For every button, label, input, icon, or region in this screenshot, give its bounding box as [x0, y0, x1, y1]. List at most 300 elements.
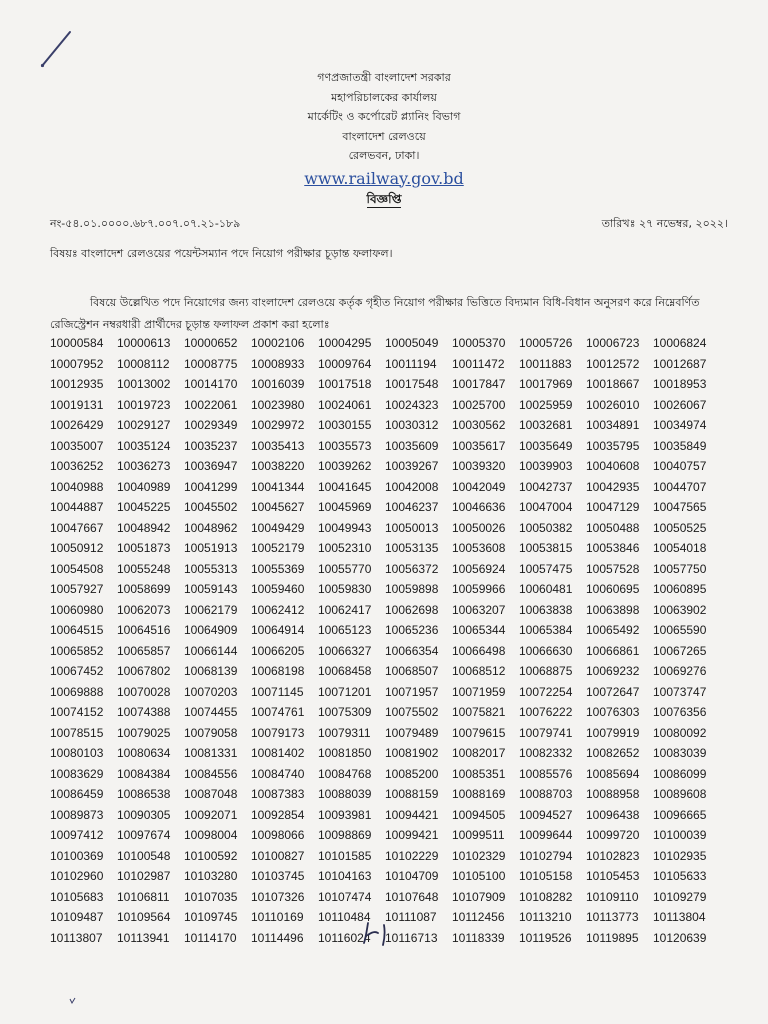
table-row: [50, 764, 720, 785]
registration-number: 10009764: [318, 356, 372, 371]
registration-number: 10098066: [251, 828, 305, 843]
table-row: [50, 518, 720, 539]
registration-number: 10103280: [184, 869, 238, 884]
registration-number: 10062179: [184, 602, 238, 617]
registration-number: 10025959: [519, 397, 573, 412]
table-row: [50, 559, 720, 580]
table-row: [50, 641, 720, 662]
registration-number: 10087383: [251, 787, 305, 802]
registration-number: 10083039: [653, 746, 707, 761]
registration-number: 10074761: [251, 705, 305, 720]
registration-number: 10042935: [586, 479, 640, 494]
registration-number: 10016039: [251, 377, 305, 392]
registration-number: 10060481: [519, 582, 573, 597]
registration-number: 10096438: [586, 807, 640, 822]
registration-number: 10102229: [385, 848, 439, 863]
registration-number: 10050912: [50, 541, 104, 556]
table-row: [50, 825, 720, 846]
registration-number: 10065590: [653, 623, 707, 638]
table-row: [50, 723, 720, 744]
registration-number: 10090305: [117, 807, 171, 822]
registration-number: 10066205: [251, 643, 305, 658]
registration-number: 10040757: [653, 459, 707, 474]
registration-number: 10035849: [653, 438, 707, 453]
table-row: [50, 354, 720, 375]
registration-number: 10035007: [50, 438, 104, 453]
table-row: [50, 477, 720, 498]
table-row: [50, 682, 720, 703]
registration-number: 10055313: [184, 561, 238, 576]
registration-number: 10068875: [519, 664, 573, 679]
registration-number: 10110484: [318, 910, 371, 925]
registration-number: 10029972: [251, 418, 305, 433]
registration-number: 10005049: [385, 336, 439, 351]
table-row: [50, 497, 720, 518]
registration-number: 10065852: [50, 643, 104, 658]
registration-number: 10066498: [452, 643, 506, 658]
registration-number: 10093981: [318, 807, 372, 822]
table-row: [50, 846, 720, 867]
registration-number: 10006824: [653, 336, 707, 351]
registration-number: 10034974: [653, 418, 707, 433]
registration-number: 10057528: [586, 561, 640, 576]
registration-number: 10086099: [653, 766, 707, 781]
registration-number: 10055369: [251, 561, 305, 576]
registration-number: 10030155: [318, 418, 372, 433]
registration-number: 10065492: [586, 623, 640, 638]
registration-number: 10068512: [452, 664, 506, 679]
registration-number: 10050525: [653, 520, 707, 535]
registration-number: 10098004: [184, 828, 238, 843]
registration-number: 10067265: [653, 643, 707, 658]
registration-number: 10057927: [50, 582, 104, 597]
registration-number: 10048962: [184, 520, 238, 535]
table-row: [50, 538, 720, 559]
registration-number: 10071959: [452, 684, 506, 699]
registration-number: 10079311: [318, 725, 371, 740]
registration-number: 10057475: [519, 561, 573, 576]
registration-number: 10059966: [452, 582, 506, 597]
registration-number: 10084556: [184, 766, 238, 781]
registration-number: 10099644: [519, 828, 573, 843]
registration-number: 10102935: [653, 848, 707, 863]
registration-number: 10056924: [452, 561, 506, 576]
registration-number: 10084384: [117, 766, 171, 781]
registration-number: 10035649: [519, 438, 573, 453]
notice-body: বিষয়ে উল্লেখিত পদে নিয়োগের জন্য বাংলাদেশ রেলওয়ে কর্তৃক গৃহীত নিয়োগ পরীক্ষার ভিত্তিতে বিদ্যমান বিধি-বিধান অনুসরণ করে নিম্নেবর্ণিত রেজিস্ট্রেশন নম্বরধারী প্রার্থীদের চূড়ান্ত ফলাফল প্রকাশ করা হলোঃ: [50, 296, 700, 331]
registration-number: 10065236: [385, 623, 439, 638]
registration-number: 10089608: [653, 787, 707, 802]
registration-number: 10064515: [50, 623, 104, 638]
registration-number: 10084768: [318, 766, 372, 781]
registration-number: 10118339: [452, 930, 505, 945]
registration-number: 10035609: [385, 438, 439, 453]
registration-number: 10085694: [586, 766, 640, 781]
notice-title: বিজ্ঞপ্তি: [366, 192, 402, 206]
registration-number: 10075309: [318, 705, 372, 720]
table-row: [50, 456, 720, 477]
table-row: [50, 395, 720, 416]
registration-number: 10045225: [117, 500, 171, 515]
registration-number: 10085200: [385, 766, 439, 781]
registration-number: 10062698: [385, 602, 439, 617]
registration-number: 10066327: [318, 643, 372, 658]
registration-number: 10060695: [586, 582, 640, 597]
registration-number: 10047129: [586, 500, 640, 515]
registration-number: 10105683: [50, 889, 104, 904]
registration-number: 10072647: [586, 684, 640, 699]
table-row: [50, 661, 720, 682]
registration-number: 10065123: [318, 623, 372, 638]
organization-line: বাংলাদেশ রেলওয়ে: [342, 129, 426, 143]
registration-number: 10014170: [184, 377, 238, 392]
registration-number: 10074152: [50, 705, 104, 720]
registration-number: 10105100: [452, 869, 506, 884]
address-line: রেলভবন, ঢাকা।: [348, 149, 420, 162]
registration-number: 10100827: [251, 848, 305, 863]
registration-number: 10025700: [452, 397, 506, 412]
registration-number: 10073747: [653, 684, 707, 699]
registration-number: 10012935: [50, 377, 104, 392]
registration-number: 10110169: [251, 910, 304, 925]
registration-number: 10111087: [385, 910, 437, 925]
registration-number: 10088703: [519, 787, 573, 802]
registration-number: 10011194: [385, 356, 437, 371]
registration-number: 10063838: [519, 602, 573, 617]
registration-number: 10035413: [251, 438, 305, 453]
registration-number: 10046237: [385, 500, 439, 515]
registration-number: 10102329: [452, 848, 506, 863]
registration-number: 10008112: [117, 356, 170, 371]
table-row: [50, 600, 720, 621]
registration-number: 10011883: [519, 356, 572, 371]
website-link[interactable]: www.railway.gov.bd: [304, 168, 464, 188]
registration-number: 10085351: [452, 766, 506, 781]
registration-number: 10076303: [586, 705, 640, 720]
registration-number: 10075502: [385, 705, 439, 720]
registration-number: 10114496: [251, 930, 304, 945]
registration-number: 10108282: [519, 889, 573, 904]
registration-number: 10047667: [50, 520, 104, 535]
registration-number: 10059830: [318, 582, 372, 597]
table-row: [50, 702, 720, 723]
registration-number: 10042049: [452, 479, 506, 494]
registration-number: 10113941: [117, 930, 170, 945]
registration-number: 10050382: [519, 520, 573, 535]
registration-number: 10005370: [452, 336, 506, 351]
registration-number: 10100592: [184, 848, 238, 863]
registration-number: 10096665: [653, 807, 707, 822]
registration-number: 10011472: [452, 356, 505, 371]
registration-number: 10068198: [251, 664, 305, 679]
registration-number: 10006723: [586, 336, 640, 351]
registration-number: 10105158: [519, 869, 573, 884]
registration-number: 10008775: [184, 356, 238, 371]
registration-number: 10066630: [519, 643, 573, 658]
registration-number: 10053608: [452, 541, 506, 556]
registration-number: 10102823: [586, 848, 640, 863]
registration-number: 10008933: [251, 356, 305, 371]
registration-number: 10069888: [50, 684, 104, 699]
registration-number: 10029127: [117, 418, 171, 433]
registration-number: 10079489: [385, 725, 439, 740]
registration-number: 10113773: [586, 910, 639, 925]
registration-number: 10040988: [50, 479, 104, 494]
registration-number: 10026429: [50, 418, 104, 433]
registration-number: 10088958: [586, 787, 640, 802]
registration-number: 10107326: [251, 889, 305, 904]
registration-number: 10055248: [117, 561, 171, 576]
registration-number: 10053815: [519, 541, 573, 556]
registration-number: 10119526: [519, 930, 572, 945]
registration-number: 10039903: [519, 459, 573, 474]
registration-number: 10055770: [318, 561, 372, 576]
registration-number: 10023980: [251, 397, 305, 412]
registration-number: 10119895: [586, 930, 639, 945]
registration-number: 10100548: [117, 848, 171, 863]
pen-stroke-icon: [38, 28, 78, 70]
tick-mark-icon: [68, 996, 78, 1006]
registration-number: 10068507: [385, 664, 439, 679]
registration-number: 10035124: [117, 438, 171, 453]
registration-number: 10005726: [519, 336, 573, 351]
registration-number: 10062073: [117, 602, 171, 617]
registration-number: 10030562: [452, 418, 506, 433]
registration-number: 10030312: [385, 418, 439, 433]
registration-number: 10034891: [586, 418, 640, 433]
registration-number: 10063898: [586, 602, 640, 617]
registration-number: 10107648: [385, 889, 439, 904]
registration-number: 10012687: [653, 356, 707, 371]
registration-number: 10059143: [184, 582, 238, 597]
registration-number: 10105453: [586, 869, 640, 884]
registration-number: 10106811: [117, 889, 170, 904]
registration-number: 10081902: [385, 746, 439, 761]
registration-number: 10050026: [452, 520, 506, 535]
registration-number: 10022061: [184, 397, 238, 412]
registration-number: 10094421: [385, 807, 439, 822]
registration-number: 10116713: [385, 930, 438, 945]
registration-number: 10107474: [318, 889, 372, 904]
registration-number: 10079173: [251, 725, 305, 740]
registration-number: 10047565: [653, 500, 707, 515]
registration-number: 10045969: [318, 500, 372, 515]
table-row: [50, 784, 720, 805]
registration-number: 10046636: [452, 500, 506, 515]
registration-number: 10083629: [50, 766, 104, 781]
registration-number: 10017518: [318, 377, 372, 392]
registration-number: 10120639: [653, 930, 707, 945]
table-row: [50, 743, 720, 764]
registration-number: 10040989: [117, 479, 171, 494]
registration-number: 10109745: [184, 910, 238, 925]
registration-number: 10051913: [184, 541, 238, 556]
registration-number: 10113210: [519, 910, 572, 925]
registration-number: 10019131: [50, 397, 104, 412]
registration-number: 10098869: [318, 828, 372, 843]
registration-number: 10094527: [519, 807, 573, 822]
registration-number: 10053846: [586, 541, 640, 556]
registration-number: 10044887: [50, 500, 104, 515]
registration-number: 10041344: [251, 479, 305, 494]
registration-number: 10000613: [117, 336, 171, 351]
registration-number: 10080634: [117, 746, 171, 761]
registration-number: 10069232: [586, 664, 640, 679]
registration-number: 10056372: [385, 561, 439, 576]
registration-number: 10052310: [318, 541, 372, 556]
registration-number: 10088159: [385, 787, 439, 802]
registration-number: 10000584: [50, 336, 104, 351]
registration-number: 10069276: [653, 664, 707, 679]
registration-number: 10035795: [586, 438, 640, 453]
registration-number: 10114170: [184, 930, 237, 945]
registration-number: 10079058: [184, 725, 238, 740]
table-row: [50, 579, 720, 600]
registration-number: 10012572: [586, 356, 640, 371]
registration-number: 10065857: [117, 643, 171, 658]
registration-number: 10109487: [50, 910, 104, 925]
registration-number: 10099720: [586, 828, 640, 843]
registration-number: 10063207: [452, 602, 506, 617]
registration-number: 10102960: [50, 869, 104, 884]
table-row: [50, 333, 720, 354]
registration-number: 10007952: [50, 356, 104, 371]
registration-number: 10063902: [653, 602, 707, 617]
registration-number: 10035617: [452, 438, 506, 453]
registration-number: 10040608: [586, 459, 640, 474]
table-row: [50, 374, 720, 395]
registration-number: 10039267: [385, 459, 439, 474]
registration-number: 10045502: [184, 500, 238, 515]
registration-number: 10070203: [184, 684, 238, 699]
registration-number: 10076222: [519, 705, 573, 720]
registration-number: 10019723: [117, 397, 171, 412]
registration-number: 10067802: [117, 664, 171, 679]
registration-number: 10036947: [184, 459, 238, 474]
registration-number: 10059898: [385, 582, 439, 597]
registration-number: 10002106: [251, 336, 305, 351]
table-row: [50, 866, 720, 887]
registration-number: 10080103: [50, 746, 104, 761]
table-row: [50, 415, 720, 436]
registration-number: 10089873: [50, 807, 104, 822]
registration-number: 10018667: [586, 377, 640, 392]
registration-number: 10085576: [519, 766, 573, 781]
registration-number: 10064516: [117, 623, 171, 638]
registration-number: 10047004: [519, 500, 573, 515]
registration-number: 10057750: [653, 561, 707, 576]
registration-number: 10079919: [586, 725, 640, 740]
registration-number: 10079741: [519, 725, 573, 740]
registration-number: 10058699: [117, 582, 171, 597]
registration-number: 10018953: [653, 377, 707, 392]
registration-number: 10102794: [519, 848, 573, 863]
registration-number: 10070028: [117, 684, 171, 699]
registration-number: 10099421: [385, 828, 439, 843]
registration-number: 10065344: [452, 623, 506, 638]
registration-number: 10017548: [385, 377, 439, 392]
registration-number: 10024323: [385, 397, 439, 412]
registration-number: 10042008: [385, 479, 439, 494]
registration-number: 10060895: [653, 582, 707, 597]
registration-number: 10071201: [318, 684, 372, 699]
registration-number: 10082652: [586, 746, 640, 761]
registration-number: 10062412: [251, 602, 305, 617]
registration-number: 10066144: [184, 643, 238, 658]
registration-number: 10081331: [184, 746, 238, 761]
registration-number: 10104709: [385, 869, 439, 884]
registration-number: 10049943: [318, 520, 372, 535]
registration-number: 10042737: [519, 479, 573, 494]
registration-number: 10075821: [452, 705, 506, 720]
registration-number: 10071145: [251, 684, 304, 699]
registration-number: 10097674: [117, 828, 171, 843]
registration-number: 10082017: [452, 746, 506, 761]
registration-number: 10086459: [50, 787, 104, 802]
registration-number: 10076356: [653, 705, 707, 720]
registration-number: 10092854: [251, 807, 305, 822]
registration-number: 10079615: [452, 725, 506, 740]
registration-number: 10036252: [50, 459, 104, 474]
registration-number: 10068458: [318, 664, 372, 679]
registration-number: 10054018: [653, 541, 707, 556]
registration-number: 10109279: [653, 889, 707, 904]
registration-number: 10017847: [452, 377, 506, 392]
registration-number: 10062417: [318, 602, 372, 617]
memo-number: নং-৫৪.০১.০০০০.৬৮৭.০০৭.০৭.২১-১৮৯: [50, 217, 241, 230]
registration-number: 10026067: [653, 397, 707, 412]
registration-number: 10036273: [117, 459, 171, 474]
registration-number: 10044707: [653, 479, 707, 494]
registration-number: 10041645: [318, 479, 372, 494]
registration-number: 10104163: [318, 869, 372, 884]
registration-number: 10109110: [586, 889, 639, 904]
registration-number: 10048942: [117, 520, 171, 535]
registration-number: 10064909: [184, 623, 238, 638]
table-row: [50, 436, 720, 457]
registration-number: 10024061: [318, 397, 372, 412]
registration-number: 10074388: [117, 705, 171, 720]
govt-line: গণপ্রজাতন্ত্রী বাংলাদেশ সরকার: [317, 71, 451, 84]
registration-number: 10116024: [318, 930, 371, 945]
registration-number: 10066861: [586, 643, 640, 658]
notice-subject: বিষয়ঃ বাংলাদেশ রেলওয়ের পয়েন্টসম্যান পদে নিয়োগ পরীক্ষার চূড়ান্ত ফলাফল।: [50, 247, 393, 260]
registration-number: 10039262: [318, 459, 372, 474]
registration-number: 10074455: [184, 705, 238, 720]
registration-number: 10105633: [653, 869, 707, 884]
registration-number: 10107035: [184, 889, 238, 904]
registration-number: 10052179: [251, 541, 305, 556]
registration-number: 10081850: [318, 746, 372, 761]
registration-number: 10066354: [385, 643, 439, 658]
registration-number: 10094505: [452, 807, 506, 822]
registration-number: 10101585: [318, 848, 372, 863]
registration-number: 10050488: [586, 520, 640, 535]
registration-number: 10000652: [184, 336, 238, 351]
registration-number: 10087048: [184, 787, 238, 802]
registration-number: 10054508: [50, 561, 104, 576]
registration-number: 10064914: [251, 623, 305, 638]
registration-number: 10051873: [117, 541, 171, 556]
registration-number: 10088169: [452, 787, 506, 802]
registration-number: 10017969: [519, 377, 573, 392]
registration-number: 10071957: [385, 684, 439, 699]
registration-number: 10092071: [184, 807, 238, 822]
registration-number: 10109564: [117, 910, 171, 925]
registration-number: 10050013: [385, 520, 439, 535]
registration-number: 10039320: [452, 459, 506, 474]
registration-number: 10112456: [452, 910, 505, 925]
